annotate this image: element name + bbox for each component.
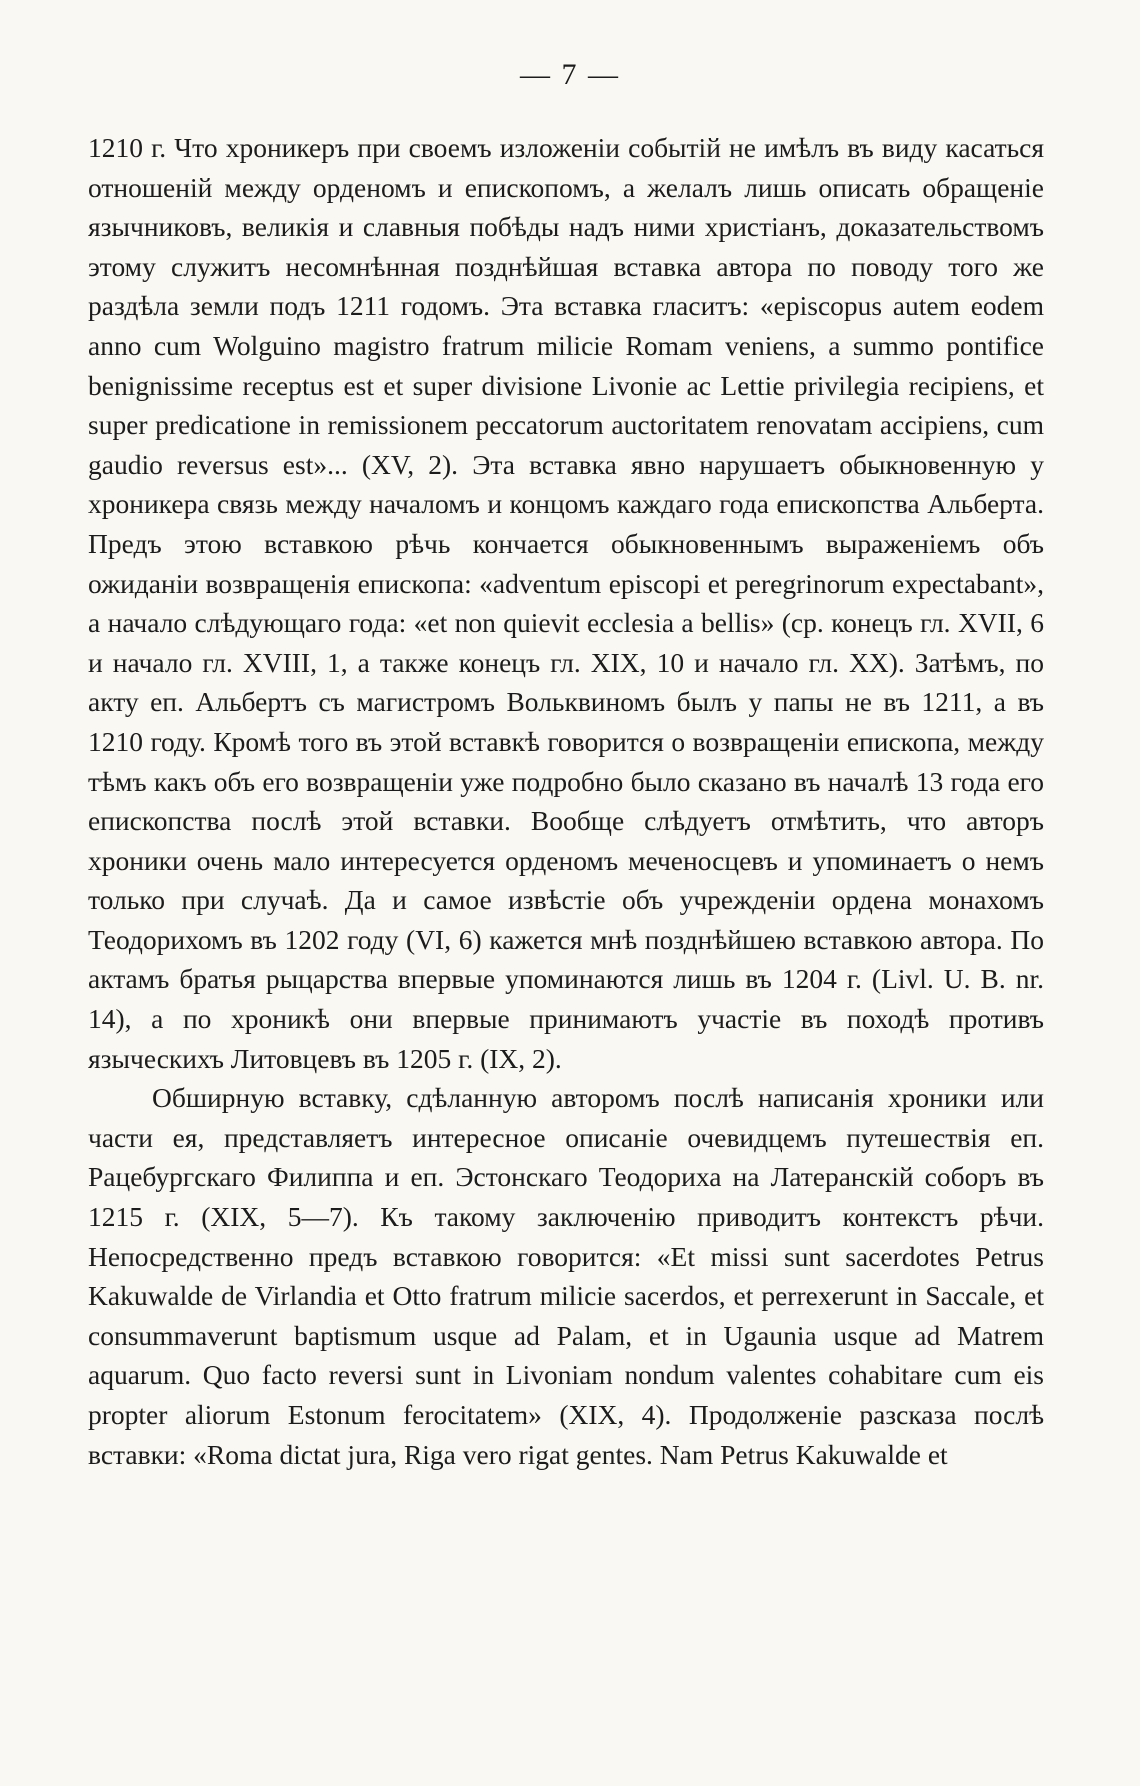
body-text [88, 128, 1044, 1474]
page-number: — 7 — [520, 58, 620, 91]
paragraph-1: 1210 г. Что хроникеръ при своемъ изложеніи событій не имѣлъ въ виду касаться отношеній между орденомъ и епископомъ, а желалъ лишь описать обращеніе язычниковъ, великія и славныя побѣды надъ ними христіанъ, доказательствомъ этому служитъ несомнѣнная позднѣйшая вставка автора по поводу того же раздѣла земли подъ 1211 годомъ. Эта вставка гласитъ: «episcopus autem eodem anno cum Wolguino magistro fratrum milicie Romam veniens, a summo pontifice benignissime receptus est et super divisione Livonie ac Lettie privilegia recipiens, et super predicatione in remissionem peccatorum auctoritatem renovatam accipiens, cum gaudio reversus est»... (XV, 2). Эта вставка явно нарушаетъ обыкновенную у хроникера связь между началомъ и концомъ каждаго года епископства Альберта. Предъ этою вставкою рѣчь кончается обыкновеннымъ выраженіемъ объ ожиданіи возвращенія епископа: «adventum episcopi et peregrinorum expectabant», а начало слѣдующаго года: «et non quievit ecclesia a bellis» (ср. конецъ гл. XVII, 6 и начало гл. XVIII, 1, а также конецъ гл. XIX, 10 и начало гл. XX). Затѣмъ, по акту еп. Альбертъ съ магистромъ Вольквиномъ былъ у папы не въ 1211, а въ 1210 году. Кромѣ того въ этой вставкѣ говорится о возвращеніи епископа, между тѣмъ какъ объ его возвращеніи уже подробно было сказано въ началѣ 13 года его епископства послѣ этой вставки. Вообще слѣдуетъ отмѣтить, что авторъ хроники очень мало интересуется орденомъ меченосцевъ и упоминаетъ о немъ только при случаѣ. Да и самое извѣстіе объ учрежденіи ордена монахомъ Теодорихомъ въ 1202 году (VI, 6) кажется мнѣ позднѣйшею вставкою автора. По актамъ братья рыцарства впервые упоминаются лишь въ 1204 г. (Livl. U. B. nr. 14), а по хроникѣ они впервые принимаютъ участіе въ походѣ противъ языческихъ Литовцевъ въ 1205 г. (IX, 2). [88, 132, 1044, 1074]
paragraph-2: Обширную вставку, сдѣланную авторомъ послѣ написанія хроники или части ея, представляетъ интересное описаніе очевидцемъ путешествія еп. Рацебургскаго Филиппа и еп. Эстонскаго Теодориха на Латеранскій соборъ въ 1215 г. (XIX, 5—7). Къ такому заключенію приводитъ контекстъ рѣчи. Непосредственно предъ вставкою говорится: «Et missi sunt sacerdotes Petrus Kakuwalde de Virlandia et Otto fratrum milicie sacerdos, et perrexerunt in Saccale, et consummaverunt baptismum usque ad Palam, et in Ugaunia usque ad Matrem aquarum. Quo facto reversi sunt in Livoniam nondum valentes cohabitare cum eis propter aliorum Estonum ferocitatem» (XIX, 4). Продолженіе разсказа послѣ вставки: «Roma dictat jura, Riga vero rigat gentes. Nam Petrus Kakuwalde et [88, 1082, 1044, 1470]
